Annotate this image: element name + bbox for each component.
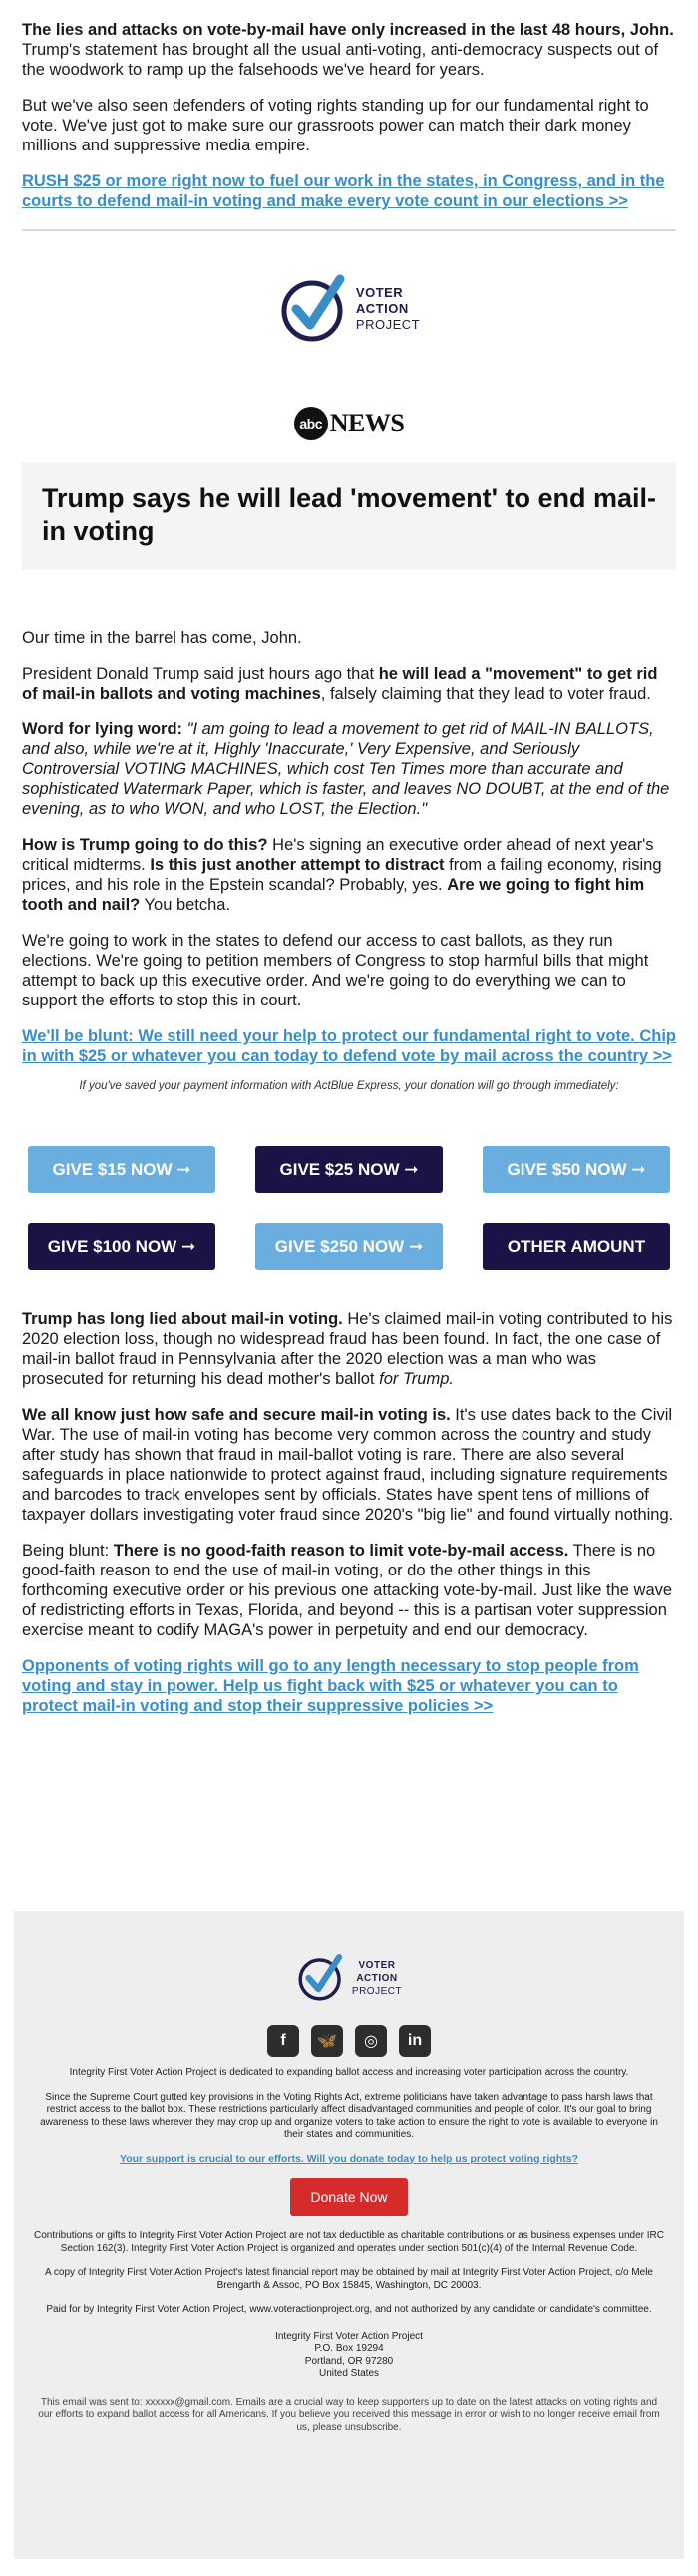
lower-paragraph-1 [22, 1309, 676, 1389]
body-p4-e: Are we going to fight him tooth and nail? [22, 876, 645, 914]
body-p2-b: he will lead a "movement" to get rid of mail-in ballots and voting machines [22, 665, 658, 703]
footer-logo-text [352, 1959, 402, 1998]
blunt-donate-link[interactable]: We'll be blunt: We still need your help to protect our fundamental right to vote. Chip in with $25 or whatever you can today to defend vote by mail across the country >> [22, 1027, 676, 1065]
lower-p3-b: There is no good-faith reason to limit vote-by-mail access. [113, 1542, 569, 1560]
linkedin-icon[interactable]: in [399, 2025, 431, 2057]
address-line-2: P.O. Box 19294 [314, 2343, 384, 2354]
news-headline-box [22, 462, 676, 570]
lower-p1-b: He's claimed mail-in voting contributed to his 2020 election loss, though no widespread fraud has been found. In fact, the one case of mail-in ballot fraud in Pennsylvania after the 2020 election was a man who was prosecuted for returning his dead mother's ballot [22, 1310, 673, 1388]
intro-paragraph-1 [22, 20, 676, 80]
footer-logo-line-3: PROJECT [351, 1985, 403, 1997]
social-links [14, 2025, 684, 2057]
lower-p1-c: for Trump. [379, 1370, 454, 1388]
footer [14, 1911, 684, 2559]
footer-support-link[interactable]: Your support is crucial to our efforts. Will you donate today to help us protect voting rights? [120, 2152, 578, 2165]
intro-paragraph-2: But we've also seen defenders of voting rights standing up for our fundamental right to vote. We've just got to make sure our grassroots power can match their dark money millions and suppressive media empire. [22, 97, 649, 154]
body-p2-a: President Donald Trump said just hours ago that [22, 665, 379, 683]
lower-paragraph-3 [22, 1541, 676, 1640]
news-wordmark: NEWS [329, 409, 405, 437]
bluesky-icon[interactable]: 🦋 [311, 2025, 343, 2057]
body-paragraph-2 [22, 664, 676, 704]
footer-paid-for: Paid for by Integrity First Voter Action Project, www.voteractionproject.org, and not authorized by any candidate or candidate's committee. [46, 2304, 652, 2315]
footer-mission: Integrity First Voter Action Project is dedicated to expanding ballot access and increasing voter participation across the country. [69, 2067, 629, 2078]
body-paragraph-5: We're going to work in the states to defend our access to cast ballots, as they run elections. We're going to petition members of Congress to stop harmful bills that might attempt to back up this executive order. And we're going to do everything we can to support the efforts to stop this in court. [22, 932, 649, 1009]
news-headline: Trump says he will lead 'movement' to end mail-in voting [42, 483, 657, 546]
body-p4-a: How is Trump going to do this? [22, 836, 268, 854]
intro-rest: Trump's statement has brought all the usual anti-voting, anti-democracy suspects out of the woodwork to ramp up the falsehoods we've heard for years. [22, 41, 659, 79]
intro-bold: The lies and attacks on vote-by-mail have only increased in the last 48 hours, John. [22, 21, 674, 39]
voter-action-project-logo [0, 273, 698, 345]
give-15-button[interactable]: GIVE $15 NOW ➞ [28, 1146, 215, 1193]
actblue-note: If you've saved your payment information with ActBlue Express, your donation will go through immediately: [79, 1080, 619, 1092]
footer-logo-line-1: VOTER [358, 1959, 396, 1971]
instagram-icon[interactable]: ◎ [355, 2025, 387, 2057]
lower-p1-a: Trump has long lied about mail-in voting. [22, 1310, 343, 1328]
footer-checkmark-logo-icon [296, 1953, 346, 2003]
body-paragraph-3 [22, 719, 676, 819]
spacer [22, 1270, 676, 1309]
abc-circle-icon: abc [294, 407, 328, 440]
address-line-4: United States [318, 2368, 380, 2379]
footer-sent-to: This email was sent to: xxxxxx@gmail.com. Emails are a crucial way to keep supporters up to date on the latest attacks on voting rights and our efforts to expand ballot access for all Americans. If you believe you received this message in error or wish to no longer receive email from us, please unsubscribe. [38, 2396, 660, 2433]
lower-p2-b: It's use dates back to the Civil War. The use of mail-in voting has become very common across the country and study after study has shown that fraud in mail-ballot voting is rare. There are also several safeguards in place nationwide to protect against fraud, including signature requirements and barcodes to track envelopes sent by officials. States have spent tens of millions of taxpayer dollars investigating voter fraud since 2020's "big lie" and found virtually nothing. [22, 1406, 674, 1524]
give-50-button[interactable]: GIVE $50 NOW ➞ [483, 1146, 670, 1193]
other-amount-button[interactable]: OTHER AMOUNT [483, 1223, 670, 1270]
lower-p2-a: We all know just how safe and secure mail-in voting is. [22, 1406, 451, 1424]
lower-p3-a: Being blunt: [22, 1542, 114, 1560]
address-line-1: Integrity First Voter Action Project [275, 2330, 423, 2342]
lower-paragraph-2 [22, 1405, 676, 1525]
footer-since: Since the Supreme Court gutted key provisions in the Voting Rights Act, extreme politicians have taken advantage to pass harsh laws that restrict access to the ballot box. These restrictions particularly affect disadvantaged communities and people of color. It's our goal to bring awareness to these laws wherever they may crop up and organize voters to take action to ensure the right to vote is available to everyone in their states and communities. [40, 2091, 658, 2140]
logo-line-2: ACTION [355, 301, 409, 316]
donate-now-button[interactable]: Donate Now [290, 2178, 407, 2216]
body-p4-f: You betcha. [140, 896, 231, 914]
body-p1-text: Our time in the barrel has come, John. [22, 629, 302, 647]
abc-news-logo [0, 407, 698, 440]
lower-p3-c: There is no good-faith reason to end the use of mail-in voting, or do the other things in this forthcoming executive order or his previous one attacking vote-by-mail. Just like the wave of redistricting efforts in Texas, Florida, and beyond -- this is a partisan voter suppression exercise meant to codify MAGA's power in perpetuity and end our democracy. [22, 1542, 673, 1639]
footer-logo [14, 1953, 684, 2003]
footer-report-note: A copy of Integrity First Voter Action Project's latest financial report may be obtained by mail at Integrity First Voter Action Project, c/o Mele Brengarth & Assoc, PO Box 15845, Washington, DC 20003. [45, 2267, 653, 2291]
footer-tax-note: Contributions or gifts to Integrity First Voter Action Project are not tax deductible as charitable contributions or as business expenses under IRC Section 162(3). Integrity First Voter Action Project is organized and operates under section 501(c)(4) of the Internal Revenue Code. [34, 2230, 664, 2254]
divider [22, 229, 676, 231]
footer-logo-line-2: ACTION [356, 1972, 398, 1984]
donation-buttons [22, 1146, 676, 1270]
give-100-button[interactable]: GIVE $100 NOW ➞ [28, 1223, 215, 1270]
quote-label: Word for lying word: [22, 720, 183, 738]
body-p2-c: , falsely claiming that they lead to voter fraud. [320, 685, 651, 703]
body-p4-d: from a failing economy, rising prices, and his role in the Epstein scandal? Probably, yes. [22, 856, 662, 894]
checkmark-logo-icon [278, 273, 350, 345]
body-paragraph-4 [22, 835, 676, 915]
footer-address [14, 2331, 684, 2381]
rush-donate-link[interactable]: RUSH $25 or more right now to fuel our work in the states, in Congress, and in the courts to defend mail-in voting and make every vote count in our elections >> [22, 172, 665, 210]
body-p4-c: Is this just another attempt to distract [150, 856, 445, 874]
address-line-3: Portland, OR 97280 [304, 2355, 394, 2367]
body-section [0, 570, 698, 1716]
opponents-donate-link[interactable]: Opponents of voting rights will go to any length necessary to stop people from voting and stay in power. Help us fight back with $25 or whatever you can to protect mail-in voting and stop their suppressive policies >> [22, 1657, 639, 1715]
give-25-button[interactable]: GIVE $25 NOW ➞ [255, 1146, 443, 1193]
logo-line-1: VOTER [355, 285, 404, 300]
logo-line-3: PROJECT [355, 317, 421, 332]
facebook-icon[interactable]: f [267, 2025, 299, 2057]
trump-quote: "I am going to lead a movement to get rid of MAIL-IN BALLOTS, and also, while we're at it, Highly 'Inaccurate,' Very Expensive, and Seriously Controversial VOTING MACHINES, which cost Ten Times more than accurate and sophisticated Watermark Paper, which is faster, and leaves NO DOUBT, at the end of the evening, as to who WON, and who LOST, the Election." [22, 720, 670, 818]
logo-text [356, 285, 420, 333]
give-250-button[interactable]: GIVE $250 NOW ➞ [255, 1223, 443, 1270]
body-p4-b: He's signing an executive order ahead of next year's critical midterms. [22, 836, 654, 874]
intro-section [0, 0, 698, 211]
body-paragraph-1 [22, 628, 676, 648]
